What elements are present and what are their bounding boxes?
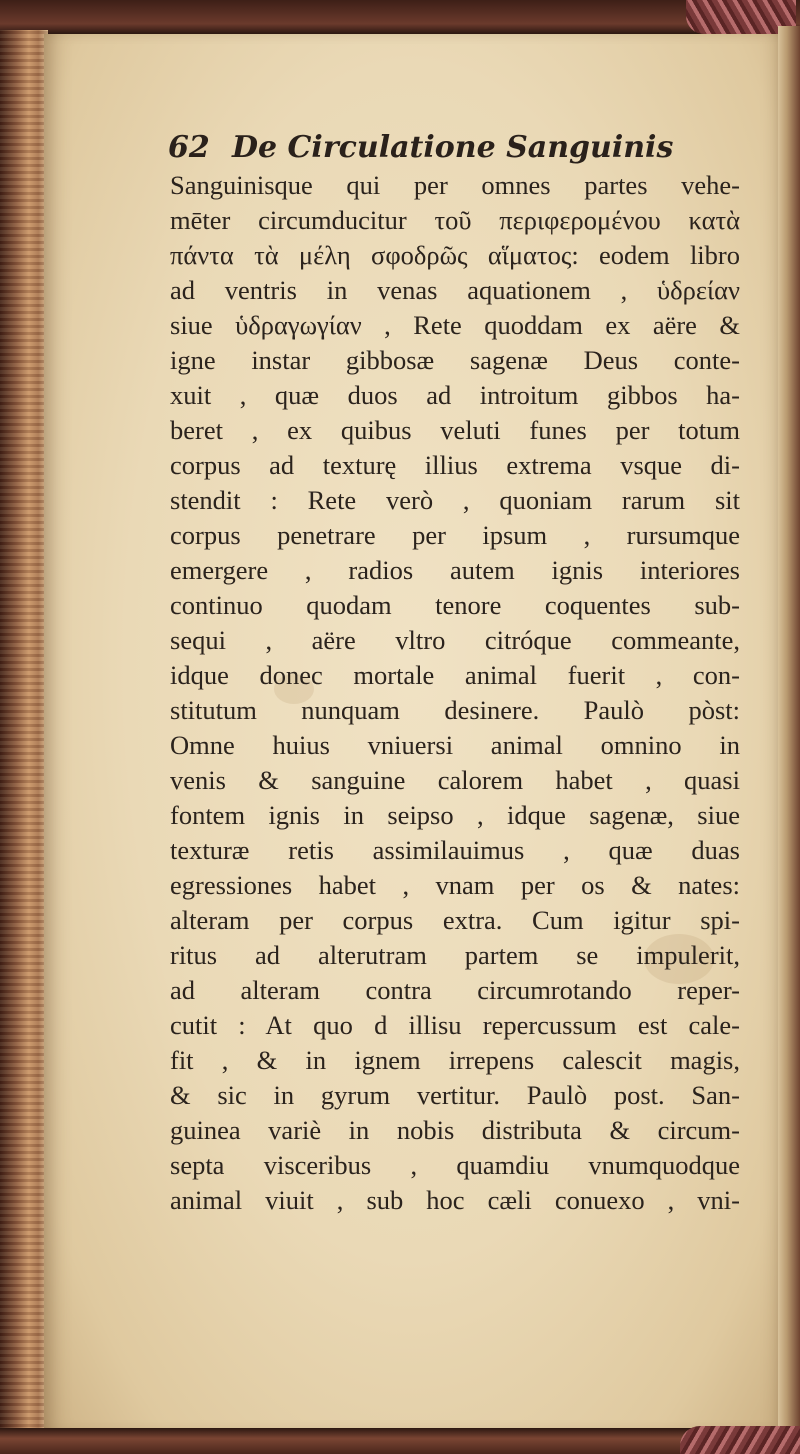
text-line: septa visceribus , quamdiu vnumquodque [170,1150,740,1180]
text-line: & sic in gyrum vertitur. Paulò post. San- [170,1080,740,1110]
running-title: De Circulatione Sanguinis [232,130,674,165]
text-line: siue ὑδραγωγίαν , Rete quoddam ex aëre & [170,310,740,340]
running-head [168,126,688,170]
text-line: mēter circumducitur τοῦ περιφερομένου κατὰ [170,205,740,235]
text-line: continuo quodam tenore coquentes sub- [170,590,740,620]
text-line: stendit : Rete verò , quoniam rarum sit [170,485,740,515]
text-line: stitutum nunquam desinere. Paulò pòst: [170,695,740,725]
text-line: egressiones habet , vnam per os & nates: [170,870,740,900]
text-line: venis & sanguine calorem habet , quasi [170,765,740,795]
text-line: corpus ad texturę illius extrema vsque di- [170,450,740,480]
text-line: corpus penetrare per ipsum , rursumque [170,520,740,550]
text-line: beret , ex quibus veluti funes per totum [170,415,740,445]
body-text [170,168,740,1218]
text-line: fit , & in ignem irrepens calescit magis, [170,1045,740,1075]
text-line: texturæ retis assimilauimus , quæ duas [170,835,740,865]
page-number: 62 [168,130,210,165]
text-line: idque donec mortale animal fuerit , con- [170,660,740,690]
text-line: ad ventris in venas aquationem , ὑδρείαν [170,275,740,305]
text-line: πάντα τὰ μέλη σφοδρῶς αἵματος: eodem libro [170,240,740,270]
text-line: xuit , quæ duos ad introitum gibbos ha- [170,380,740,410]
text-line: igne instar gibbosæ sagenæ Deus conte- [170,345,740,375]
text-line: ad alteram contra circumrotando reper- [170,975,740,1005]
text-line: emergere , radios autem ignis interiores [170,555,740,585]
text-line: Omne huius vniuersi animal omnino in [170,730,740,760]
text-line: ritus ad alterutram partem se impulerit, [170,940,740,970]
page-fore-edge [778,26,800,1436]
binding-top-edge [0,0,800,34]
text-line: animal viuit , sub hoc cæli conuexo , vni- [170,1185,740,1215]
text-line: sequi , aëre vltro citróque commeante, [170,625,740,655]
text-line: fontem ignis in seipso , idque sagenæ, siue [170,800,740,830]
text-line: guinea variè in nobis distributa & circum- [170,1115,740,1145]
page-gutter [0,30,48,1434]
ribbon-marker-bottom [680,1426,800,1454]
text-line: Sanguinisque qui per omnes partes vehe- [170,170,740,200]
text-line: alteram per corpus extra. Cum igitur spi- [170,905,740,935]
text-line: cutit : At quo d illisu repercussum est cale- [170,1010,740,1040]
